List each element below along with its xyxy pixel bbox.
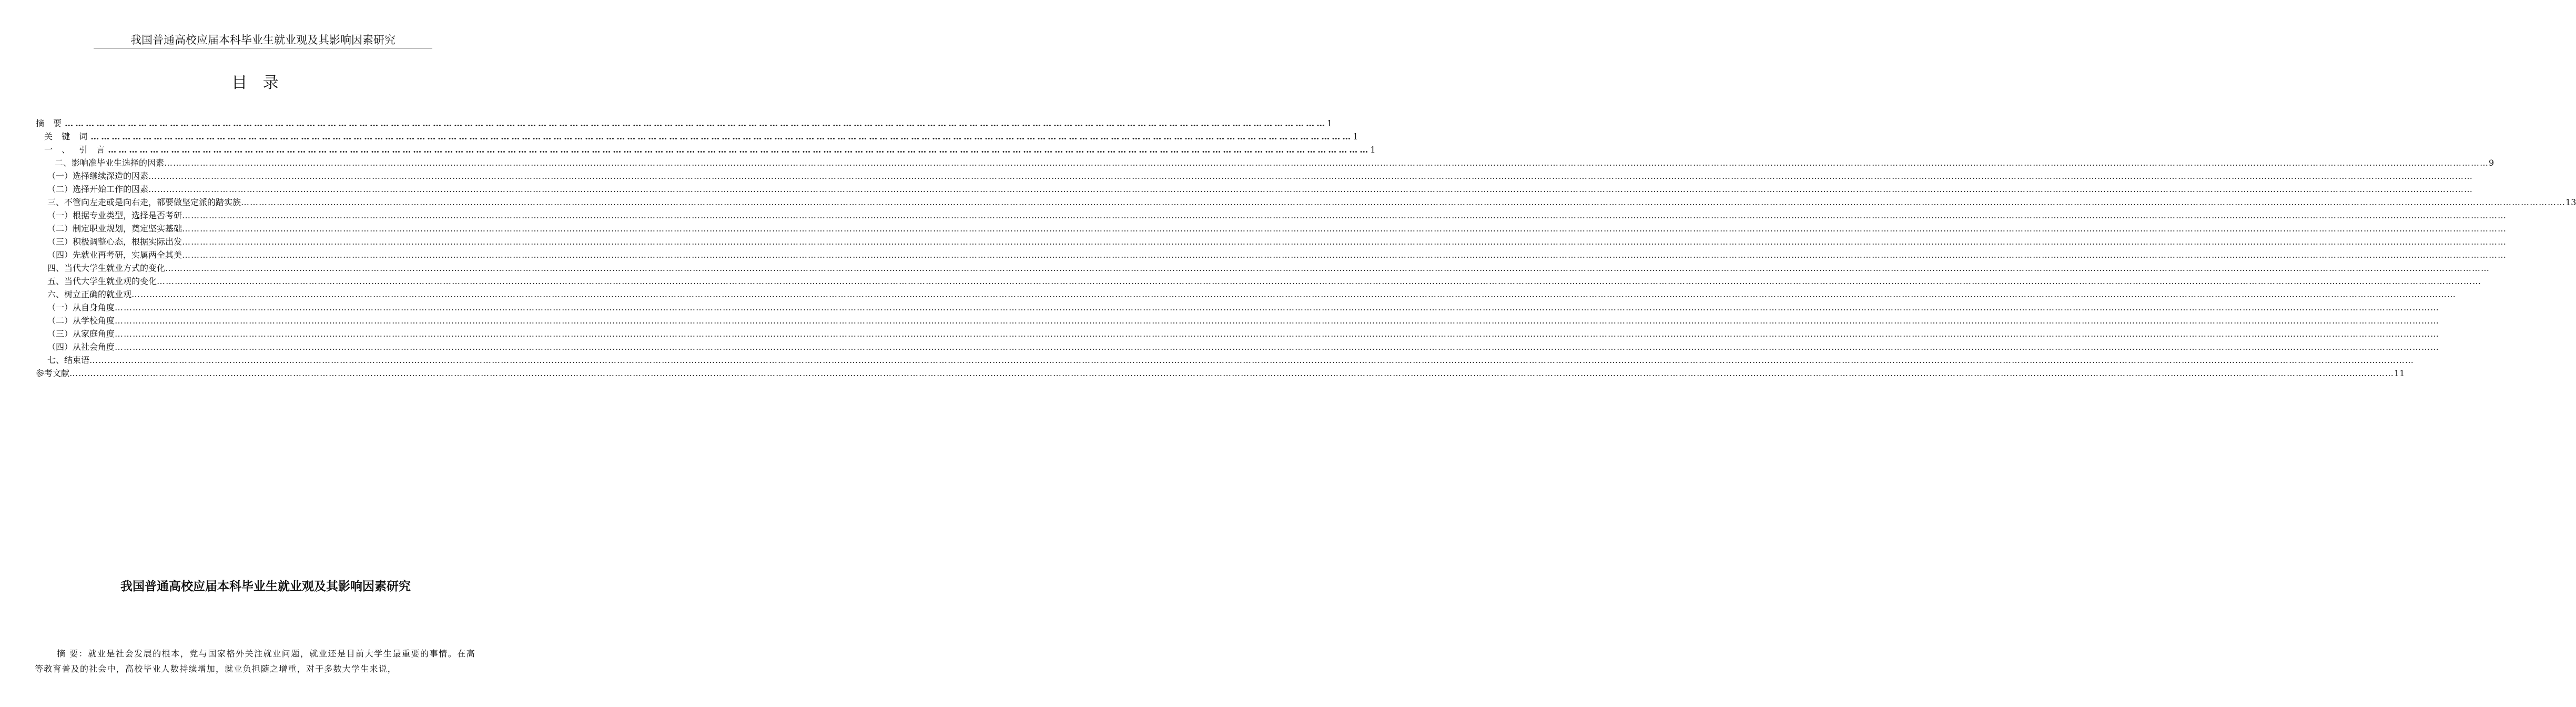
toc-leader: …………………………………………………………………………………………………………………………………………………………………………………………………………………………………………………………………………………………………………………………………………………………………………………………………………………………………………………………………………………………………………………………………………………………………………………………………………………………………………………………………………………………………………………… bbox=[148, 171, 2473, 181]
toc-leader: …………………………………………………………………………………………………………………………………………………………………………………………………………………………………………………………………………………………………………………………………………………………………………………………………………………………………………………………………………………………………………………………………………………………………………………………………………………………………………………………………………………………………………………… bbox=[165, 263, 2490, 273]
toc-leader: ……………………………………………………………………………………………………………………………………………………………………………………………………………………………………………………………………………………………………………………………… bbox=[90, 132, 1353, 142]
toc-entry[interactable] bbox=[47, 340, 2440, 354]
toc-leader: …………………………………………………………………………………………………………………………………………………………………………………………………………………………………………………………………………………………………………………………………………………………………………………………………………………………………………………………………………………………………………………………………………………………………………………………………………………………………………………………………………………………………………………… bbox=[241, 197, 2566, 207]
toc-entry[interactable] bbox=[47, 248, 2507, 261]
toc-leader: …………………………………………………………………………………………………………………………………………………………………………………………………………………………………………………………………………………………………………………………………………………………………………………………………………………………………………………………………………………………………………………………………………………………………………………………………………………………………………………………………………………………………………………… bbox=[115, 342, 2440, 352]
toc-entry[interactable] bbox=[36, 367, 2405, 380]
toc-entry-label: （三）从家庭角度 bbox=[47, 329, 115, 339]
toc-leader: ……………………………………………………………………………………………………………………………………………………………………………………………………………………………………………………………………………………………………………………………… bbox=[108, 145, 1371, 155]
toc-entry[interactable] bbox=[47, 288, 2457, 301]
toc-entry-label: （三）积极调整心态，根据实际出发 bbox=[47, 237, 182, 247]
toc-entry[interactable] bbox=[36, 117, 1333, 130]
toc-entry[interactable] bbox=[47, 222, 2507, 235]
toc-entry-page: 13 bbox=[2565, 197, 2576, 207]
toc-leader: …………………………………………………………………………………………………………………………………………………………………………………………………………………………………………………………………………………………………………………………………………………………………………………………………………………………………………………………………………………………………………………………………………………………………………………………………………………………………………………………………………………………………………………… bbox=[115, 302, 2440, 312]
toc-entry[interactable] bbox=[47, 261, 2490, 275]
toc-entry[interactable] bbox=[47, 354, 2415, 367]
toc-entry-label: （一）根据专业类型，选择是否考研 bbox=[47, 210, 182, 220]
toc-entry-label: 关 键 词 bbox=[44, 132, 91, 142]
toc-entry-page: 1 bbox=[1327, 118, 1333, 128]
toc-entry-label: 一 、 引 言 bbox=[44, 145, 108, 155]
toc-entry[interactable] bbox=[47, 327, 2440, 340]
toc-leader: …………………………………………………………………………………………………………………………………………………………………………………………………………………………………………………………………………………………………………………………………………………………………………………………………………………………………………………………………………………………………………………………………………………………………………………………………………………………………………………………………………………………………………………… bbox=[89, 355, 2415, 365]
paper-title: 我国普通高校应届本科毕业生就业观及其影响因素研究 bbox=[120, 580, 411, 593]
abstract-paragraph: 摘 要：就业是社会发展的根本，党与国家格外关注就业问题，就业还是目前大学生最重要的事情。在高等教育普及的社会中，高校毕业人数持续增加，就业负担随之增重，对于多数大学生来说， bbox=[35, 649, 475, 674]
toc-entry-label: （二）制定职业规划，奠定坚实基础 bbox=[47, 224, 182, 234]
toc-leader: …………………………………………………………………………………………………………………………………………………………………………………………………………………………………………………………………………………………………………………………………………………………………………………………………………………………………………………………………………………………………………………………………………………………………………………………………………………………………………………………………………………………………………………… bbox=[182, 224, 2507, 234]
toc-entry[interactable] bbox=[47, 196, 2576, 209]
toc-leader: ……………………………………………………………………………………………………………………………………………………………………………………………………………………………………………………………………………………………………………………………… bbox=[65, 118, 1327, 128]
toc-leader: …………………………………………………………………………………………………………………………………………………………………………………………………………………………………………………………………………………………………………………………………………………………………………………………………………………………………………………………………………………………………………………………………………………………………………………………………………………………………………………………………………………………………………………… bbox=[148, 184, 2473, 194]
toc-entry-label: 五、当代大学生就业观的变化 bbox=[47, 276, 157, 286]
toc-leader: …………………………………………………………………………………………………………………………………………………………………………………………………………………………………………………………………………………………………………………………………………………………………………………………………………………………………………………………………………………………………………………………………………………………………………………………………………………………………………………………………………………………………………………… bbox=[131, 289, 2457, 299]
toc-leader: …………………………………………………………………………………………………………………………………………………………………………………………………………………………………………………………………………………………………………………………………………………………………………………………………………………………………………………………………………………………………………………………………………………………………………………………………………………………………………………………………………………………………………………… bbox=[69, 368, 2395, 378]
toc-entry[interactable] bbox=[47, 314, 2440, 327]
toc-entry-page: 9 bbox=[2489, 158, 2494, 168]
toc-entry-label: 三、不管向左走或是向右走，都要做坚定派的踏实族 bbox=[47, 197, 241, 207]
toc-entry[interactable] bbox=[47, 183, 2473, 196]
toc-entry-page: 1 bbox=[1370, 145, 1376, 155]
toc-entry-label: 六、树立正确的就业观 bbox=[47, 289, 132, 299]
toc-leader: …………………………………………………………………………………………………………………………………………………………………………………………………………………………………………………………………………………………………………………………………………………………………………………………………………………………………………………………………………………………………………………………………………………………………………………………………………………………………………………………………………………………………………………… bbox=[182, 250, 2507, 260]
toc-entry-label: （一）从自身角度 bbox=[47, 302, 115, 312]
toc-leader: …………………………………………………………………………………………………………………………………………………………………………………………………………………………………………………………………………………………………………………………………………………………………………………………………………………………………………………………………………………………………………………………………………………………………………………………………………………………………………………………………………………………………………………… bbox=[182, 237, 2507, 247]
toc-leader: …………………………………………………………………………………………………………………………………………………………………………………………………………………………………………………………………………………………………………………………………………………………………………………………………………………………………………………………………………………………………………………………………………………………………………………………………………………………………………………………………………………………………………………… bbox=[157, 276, 2482, 286]
toc-leader: …………………………………………………………………………………………………………………………………………………………………………………………………………………………………………………………………………………………………………………………………………………………………………………………………………………………………………………………………………………………………………………………………………………………………………………………………………………………………………………………………………………………………………………… bbox=[182, 210, 2507, 220]
toc-entry-label: 七、结束语 bbox=[47, 355, 90, 365]
toc-entry-label: 二、影响准毕业生选择的因素 bbox=[55, 158, 165, 168]
toc-entry-label: 摘 要 bbox=[36, 118, 65, 128]
toc-entry-label: （二）从学校角度 bbox=[47, 316, 115, 326]
toc-leader: …………………………………………………………………………………………………………………………………………………………………………………………………………………………………………………………………………………………………………………………………………………………………………………………………………………………………………………………………………………………………………………………………………………………………………………………………………………………………………………………………………………………………………………… bbox=[115, 316, 2440, 326]
toc-entry-label: （二）选择开始工作的因素 bbox=[47, 184, 149, 194]
toc-entry[interactable] bbox=[47, 209, 2507, 222]
toc-entry[interactable] bbox=[55, 156, 2494, 169]
toc-entry-page: 11 bbox=[2394, 368, 2405, 378]
toc-entry[interactable] bbox=[47, 301, 2440, 314]
header-title: 我国普通高校应届本科毕业生就业观及其影响因素研究 bbox=[94, 33, 432, 48]
toc-leader: …………………………………………………………………………………………………………………………………………………………………………………………………………………………………………………………………………………………………………………………………………………………………………………………………………………………………………………………………………………………………………………………………………………………………………………………………………………………………………………………………………………………………………………… bbox=[164, 158, 2489, 168]
toc-entry[interactable] bbox=[44, 130, 1358, 143]
toc-entry-label: （一）选择继续深造的因素 bbox=[47, 171, 149, 181]
toc-entry-label: （四）先就业再考研，实属两全其美 bbox=[47, 250, 182, 260]
toc-entry-label: 四、当代大学生就业方式的变化 bbox=[47, 263, 166, 273]
toc-entry-label: 参考文献 bbox=[36, 368, 70, 378]
toc-entry-page: 1 bbox=[1353, 132, 1358, 142]
toc-entry[interactable] bbox=[47, 235, 2507, 248]
toc-entry-label: （四）从社会角度 bbox=[47, 342, 115, 352]
toc-entry[interactable] bbox=[47, 169, 2473, 183]
toc-heading: 目 录 bbox=[231, 74, 284, 92]
toc-entry[interactable] bbox=[44, 143, 1376, 156]
toc-leader: …………………………………………………………………………………………………………………………………………………………………………………………………………………………………………………………………………………………………………………………………………………………………………………………………………………………………………………………………………………………………………………………………………………………………………………………………………………………………………………………………………………………………………………… bbox=[115, 329, 2440, 339]
toc-entry[interactable] bbox=[47, 275, 2482, 288]
